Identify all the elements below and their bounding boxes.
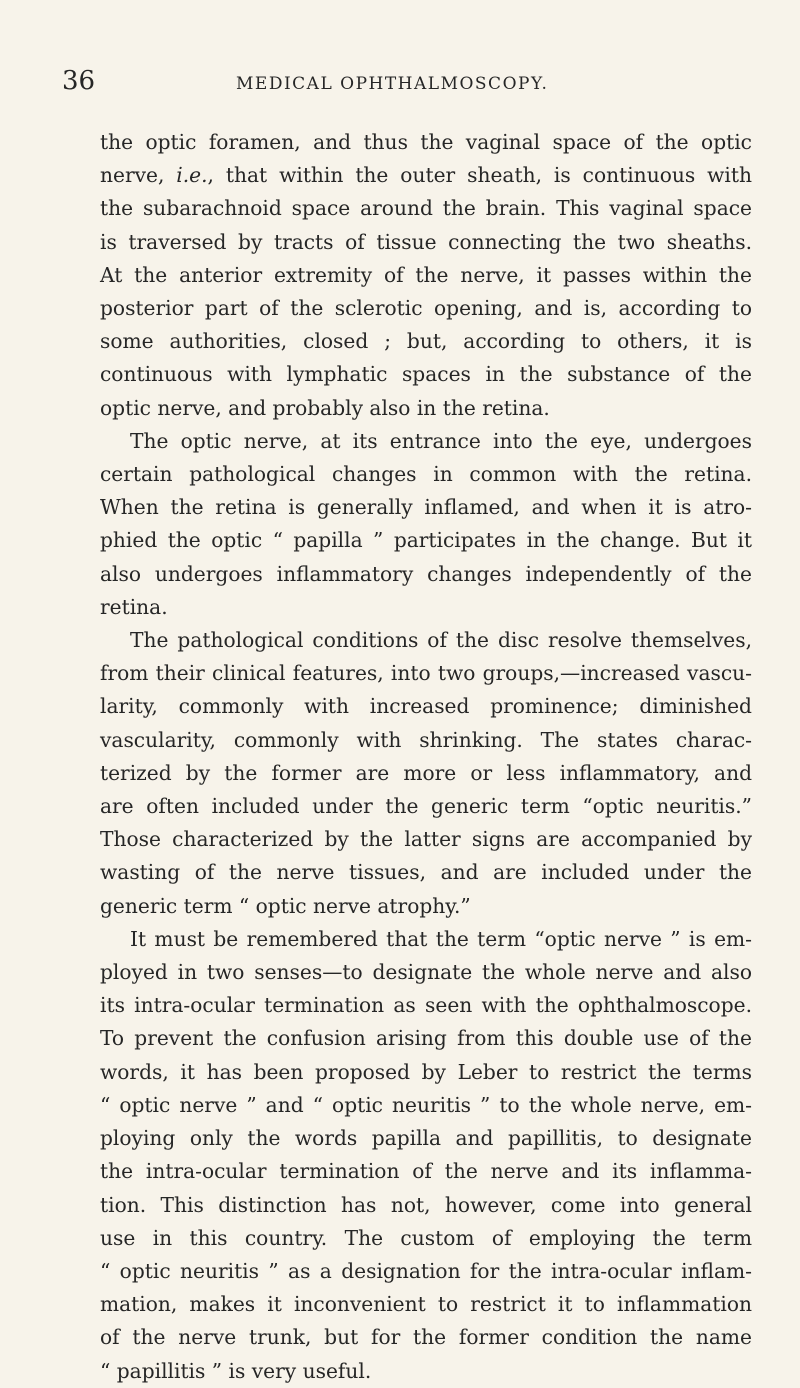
- text-line: The pathological conditions of the disc resolve themselves,: [130, 628, 752, 653]
- text-line: are often included under the generic term “optic neuritis.”: [100, 794, 752, 819]
- text-line: generic term “ optic nerve atrophy.”: [100, 893, 471, 918]
- text-line: from their clinical features, into two groups,—increased vascu-: [100, 661, 752, 686]
- paragraph: [100, 425, 752, 624]
- text-line: To prevent the confusion arising from this double use of the: [100, 1026, 752, 1051]
- text-line: the subarachnoid space around the brain. This vaginal space: [100, 196, 752, 221]
- text-line: tion. This distinction has not, however, come into general: [100, 1192, 752, 1217]
- italic-abbrev: i.e.: [176, 163, 208, 188]
- text-line: also undergoes inflammatory changes independently of the: [100, 561, 752, 586]
- text-line: The optic nerve, at its entrance into the eye, undergoes: [130, 428, 752, 453]
- text-line: words, it has been proposed by Leber to restrict the terms: [100, 1059, 752, 1084]
- text-line: retina.: [100, 594, 168, 619]
- page-number: 36: [62, 66, 96, 96]
- text-line: When the retina is generally inflamed, and when it is atro-: [100, 495, 752, 520]
- text-line: larity, commonly with increased prominence; diminished: [100, 694, 752, 719]
- text-line: its intra-ocular termination as seen with the ophthalmoscope.: [100, 993, 752, 1018]
- text-line: certain pathological changes in common with the retina.: [100, 462, 752, 487]
- text-line: is traversed by tracts of tissue connecting the two sheaths.: [100, 229, 752, 254]
- text-line: posterior part of the sclerotic opening, and is, according to: [100, 296, 752, 321]
- text-line: At the anterior extremity of the nerve, it passes within the: [100, 262, 752, 287]
- text-line: continuous with lymphatic spaces in the substance of the: [100, 362, 752, 387]
- text-line: use in this country. The custom of employing the term: [100, 1225, 752, 1250]
- text-line: It must be remembered that the term “optic nerve ” is em-: [130, 926, 752, 951]
- paragraph: [100, 923, 752, 1388]
- text-line: optic nerve, and probably also in the retina.: [100, 395, 550, 420]
- text-line: vascularity, commonly with shrinking. The states charac-: [100, 727, 752, 752]
- text-line: phied the optic “ papilla ” participates in the change. But it: [100, 528, 752, 553]
- text-line: the intra-ocular termination of the nerve and its inflamma-: [100, 1159, 752, 1184]
- paragraph: [100, 126, 752, 425]
- text-line: wasting of the nerve tissues, and are included under the: [100, 860, 752, 885]
- text-line: “ papillitis ” is very useful.: [100, 1358, 372, 1383]
- paragraph: [100, 624, 752, 923]
- text-line: some authorities, closed ; but, according to others, it is: [100, 329, 752, 354]
- text-line: nerve, i.e., that within the outer sheath, is continuous with: [100, 163, 752, 188]
- running-head: MEDICAL OPHTHALMOSCOPY.: [236, 74, 549, 94]
- text-line: “ optic neuritis ” as a designation for the intra-ocular inflam-: [100, 1258, 752, 1283]
- text-line: mation, makes it inconvenient to restrict it to inflammation: [100, 1292, 752, 1317]
- body-text: [100, 126, 752, 1388]
- text-line: ploying only the words papilla and papillitis, to designate: [100, 1126, 752, 1151]
- text-line: of the nerve trunk, but for the former condition the name: [100, 1325, 752, 1350]
- text-line: “ optic nerve ” and “ optic neuritis ” to the whole nerve, em-: [100, 1092, 752, 1117]
- text-line: terized by the former are more or less inflammatory, and: [100, 760, 752, 785]
- text-line: the optic foramen, and thus the vaginal space of the optic: [100, 130, 752, 154]
- text-line: Those characterized by the latter signs are accompanied by: [100, 827, 752, 852]
- text-line: ployed in two senses—to designate the whole nerve and also: [100, 960, 752, 985]
